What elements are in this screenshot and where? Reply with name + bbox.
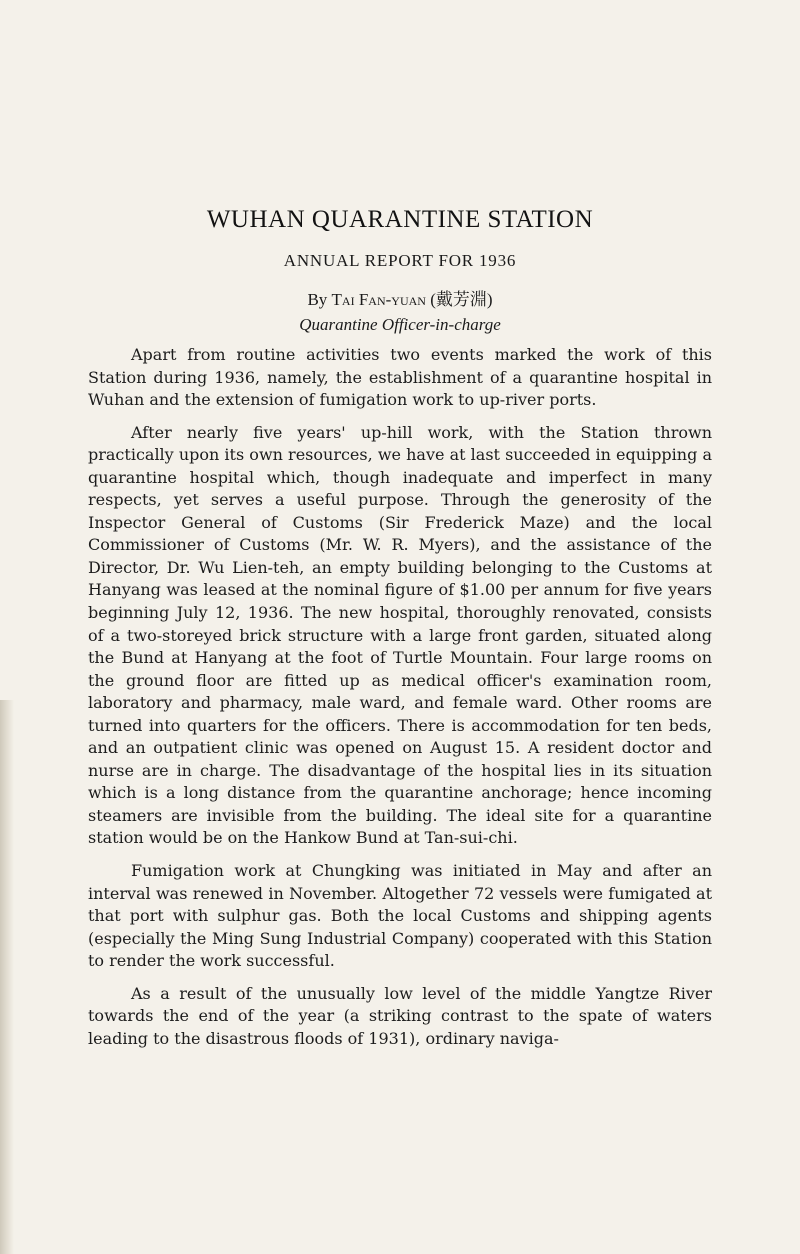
author-name: Tai Fan-yuan (331, 290, 426, 309)
paragraph-3: Fumigation work at Chungking was initiated in May and after an interval was renewed in November. Altogether 72 vessels were fumigated at that port with sulphur gas. Both the local Customs and shipping agents (especially the Ming Sung Industrial Company) cooperated with this Station to render the work successful. (88, 861, 712, 971)
report-title: WUHAN QUARANTINE STATION (206, 206, 594, 233)
author-role: Quarantine Officer-in-charge (299, 315, 501, 334)
report-subtitle: ANNUAL REPORT FOR 1936 (283, 251, 517, 270)
report-body (88, 344, 712, 1050)
byline-prefix: By (307, 290, 328, 309)
page-edge-shadow (0, 700, 14, 1254)
paragraph-2: After nearly five years' up-hill work, with the Station thrown practically upon its own resources, we have at last succeeded in equipping a quarantine hospital which, though inadequate and imperfect in many respects, yet serves a useful purpose. Through the generosity of the Inspector General of Customs (Sir Frederick Maze) and the local Commissioner of Customs (Mr. W. R. Myers), and the assistance of the Director, Dr. Wu Lien-teh, an empty building belonging to the Customs at Hanyang was leased at the nominal figure of $1.00 per annum for five years beginning July 12, 1936. The new hospital, thoroughly renovated, consists of a two-storeyed brick structure with a large front garden, situated along the Bund at Hanyang at the foot of Turtle Mountain. Four large rooms on the ground floor are fitted up as medical officer's examination room, laboratory and pharmacy, male ward, and female ward. Other rooms are turned into quarters for the officers. There is accommodation for ten beds, and an outpatient clinic was opened on August 15. A resident doctor and nurse are in charge. The disadvantage of the hospital lies in its situation which is a long distance from the quarantine anchorage; hence incoming steamers are invisible from the building. The ideal site for a quarantine station would be on the Hankow Bund at Tan-sui-chi. (88, 422, 712, 848)
author-byline (0, 285, 800, 310)
paragraph-4: As a result of the unusually low level of the middle Yangtze River towards the end of the year (a striking contrast to the spate of waters leading to the disastrous floods of 1931), ordinary naviga- (88, 983, 712, 1048)
author-chinese-name: (戴芳淵) (430, 290, 493, 309)
paragraph-1: Apart from routine activities two events marked the work of this Station during 1936, namely, the establishment of a quarantine hospital in Wuhan and the extension of fumigation work to up-river ports. (88, 345, 712, 410)
